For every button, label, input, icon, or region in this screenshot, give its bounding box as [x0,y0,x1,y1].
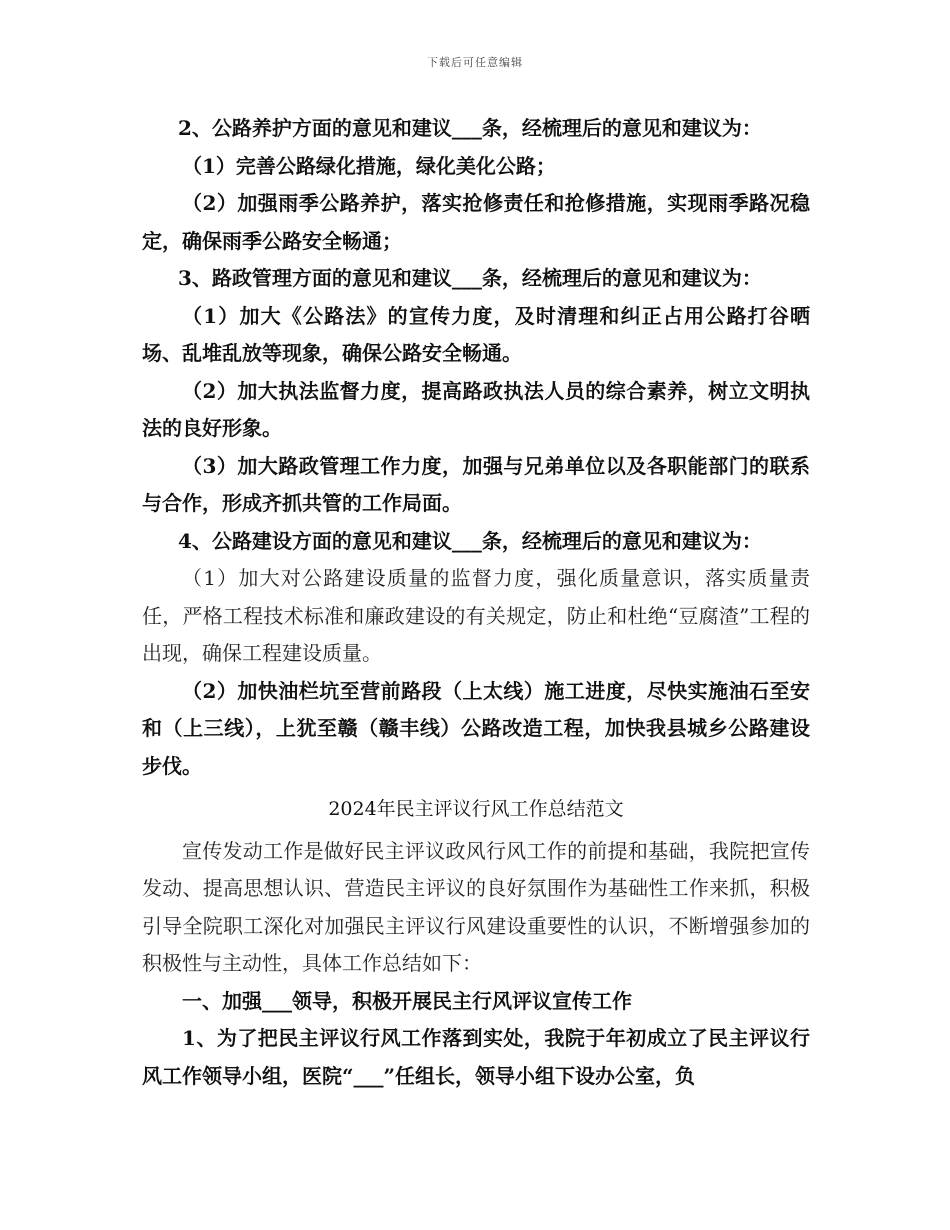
paragraph-item-1: 1、为了把民主评议行风工作落到实处，我院于年初成立了民主评议行风工作领导小组，医院“___”任组长，领导小组下设办公室，负 [142,1026,810,1088]
paragraph-law-enforcement: （2）加大执法监督力度，提高路政执法人员的综合素养，树立文明执法的良好形象。 [142,378,810,440]
document-title: 2024年民主评议行风工作总结范文 [328,798,624,820]
paragraph-cooperation: （3）加大路政管理工作力度，加强与兄弟单位以及各职能部门的联系与合作，形成齐抓共管的工作局面。 [142,453,810,515]
paragraph-road-admin-heading: 3、路政管理方面的意见和建议___条，经梳理后的意见和建议为： [178,266,762,290]
paragraph-rainy-season: （2）加强雨季公路养护，落实抢修责任和抢修措施，实现雨季路况稳定，确保雨季公路安全畅通； [142,191,810,253]
paragraph-greening: （1）完善公路绿化措施，绿化美化公路； [182,153,556,178]
paragraph-quality-supervision: （1）加大对公路建设质量的监督力度，强化质量意识，落实质量责任，严格工程技术标准和廉政建设的有关规定，防止和杜绝“豆腐渣”工程的出现，确保工程建设质量。 [142,566,810,665]
paragraph-road-law: （1）加大《公路法》的宣传力度，及时清理和纠正占用公路打谷晒场、乱堆乱放等现象，确保公路安全畅通。 [142,303,810,365]
page-header-note: 下载后可任意编辑 [427,56,523,69]
paragraph-construction-progress: （2）加快油栏坑至营前路段（上太线）施工进度，尽快实施油石至安和（上三线），上犹至赣（赣丰线）公路改造工程，加快我县城乡公路建设步伐。 [142,678,810,778]
paragraph-road-construction-heading: 4、公路建设方面的意见和建议___条，经梳理后的意见和建议为： [178,528,762,553]
paragraph-road-maintenance-heading: 2、公路养护方面的意见和建议___条，经梳理后的意见和建议为： [178,116,762,140]
document-body [142,110,810,1095]
section-heading-leadership: 一、加强___领导，积极开展民主行风评议宣传工作 [182,988,632,1013]
paragraph-intro: 宣传发动工作是做好民主评议政风行风工作的前提和基础，我院把宣传发动、提高思想认识、营造民主评议的良好氛围作为基础性工作来抓，积极引导全院职工深化对加强民主评议行风建设重要性的认识，不断增强参加的积极性与主动性，具体工作总结如下： [142,838,810,975]
